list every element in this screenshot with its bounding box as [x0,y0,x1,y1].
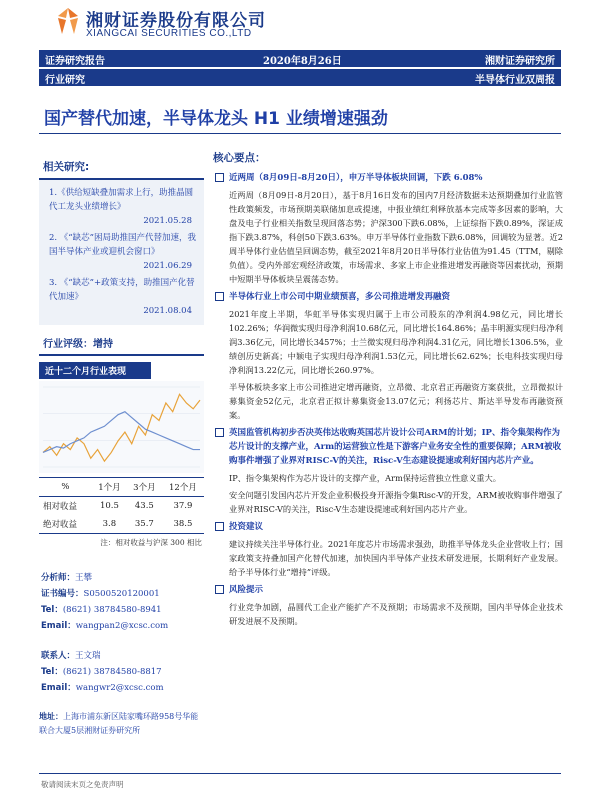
analyst-tel: (8621) 38784580-8941 [62,605,162,615]
related-item[interactable]: 3. 《“缺芯”+政策支持，助推国产化替代加速》 2021.08.04 [49,278,195,316]
section-paragraph: 近两周（8月09日-8月20日），基于8月16日发布的国内7月经济数据未达预期叠加行业监管性政策频发，市场预期美联储加息或提速，中报业绩红利释放基本完成等多因素的影响，大盘及电子行业相关指数呈现回落态势；沪深300下跌6.08%，上证综指下跌0.89%，深证成指下跌3.87%，科创50下跌3.63%。申万半导体行业指数下跌6.08%，回调较为显著。近2周半导体行业估值呈回调态势，截至2021年8月20日半导体行业估值为91.45（TTM，剔除负值）。受内外部宏观经济政策，市场需求、多家上市企业推进增发再融资等因素扰动，预期中短期半导体板块呈震荡态势。 [229,190,563,284]
section-recommendation [213,520,563,579]
title-divider [39,133,561,134]
perf-header: % [39,478,92,497]
address-block: 地址：上海市浦东新区陆家嘴环路958号华能联合大厦5层湘财证券研究所 [39,712,199,735]
related-item[interactable]: 1.《供给短缺叠加需求上行，助推晶圆代工龙头业绩增长》 2021.05.28 [49,186,196,228]
report-type: 证券研究报告 [45,56,105,67]
checkbox-bullet-icon [215,173,224,182]
chart-title: 近十二个月行业表现 [39,362,151,379]
perf-header: 1个月 [92,478,127,497]
related-item-date: 2021.08.04 [143,306,192,316]
disclaimer-link[interactable]: 敬请阅读末页之免责声明 [41,780,124,789]
section-heading: 英国监管机构初步否决英伟达收购英国芯片设计公司ARM的计划；IP、指令集架构作为芯片设计的支撑产业，Arm的运营独立性是下游客户业务安全性的重要保障；ARM被收购事件增强了业界对RISC-V的关注，Risc-V生态建设提速或利好国内芯片产业。 [213,426,563,468]
related-research-list [39,180,204,325]
checkbox-bullet-icon [215,522,224,531]
section-heading: 近两周（8月09日-8月20日），申万半导体板块回调，下跌 6.08% [213,171,563,185]
research-category: 行业研究 [45,75,85,86]
industry-rating: 行业评级：增持 [43,339,113,350]
contact-email-link[interactable]: wangwr2@xcsc.com [75,683,164,693]
table-row: 绝对收益 3.8 35.7 38.5 [39,515,204,534]
section-heading: 风险提示 [213,583,563,597]
analyst-name: 王攀 [75,573,93,583]
section-paragraph: 建议持续关注半导体行业。2021年度芯片市场需求强劲，助推半导体龙头企业营收上行；国家政策支持叠加国产化替代加速，加快国内半导体产业技术研发进展，长期利好产业发展。给予半导体行业“增持”评级。 [229,539,563,577]
key-points-title: 核心要点： [213,152,266,164]
section-heading: 半导体行业上市公司中期业绩预喜，多公司推进增发再融资 [213,290,563,304]
section-paragraph: 半导体板块多家上市公司推进定增再融资，立昂微、北京君正再融资方案获批，立昂微拟计募集资金52亿元，北京君正拟计募集资金13.07亿元；利扬芯片、斯达半导发布再融资预案。 [229,382,563,420]
section-paragraph: IP、指令集架构作为芯片设计的支撑产业，Arm保持运营独立性意义重大。 [229,473,501,483]
analyst-email-link[interactable]: wangpan2@xcsc.com [75,621,169,631]
section-paragraph: 行业竞争加剧，晶圆代工企业产能扩产不及预期；市场需求不及预期，国内半导体企业技术研发进展不及预期。 [229,602,563,626]
contact-tel: (8621) 38784580-8817 [62,667,162,677]
institute-name: 湘财证券研究所 [485,56,555,67]
checkbox-bullet-icon [215,428,224,437]
section-earnings [213,290,563,422]
header-band-bottom [39,69,561,86]
main-content [213,150,563,628]
related-item[interactable]: 2. 《“缺芯”困局助推国产代替加速，我国半导体产业或迎机会窗口》 2021.06.29 [49,233,197,271]
section-arm [213,426,563,516]
perf-header: 3个月 [127,478,162,497]
perf-table-note: 注：相对收益与沪深 300 相比 [100,538,202,547]
page-title: 国产替代加速，半导体龙头 H1 业绩增速强劲 [44,109,388,129]
checkbox-bullet-icon [215,585,224,594]
checkbox-bullet-icon [215,292,224,301]
table-row: 相对收益 10.5 43.5 37.9 [43,501,193,512]
analyst-info: 分析师：王攀 证书编号：S0500520120001 Tel：(8621) 38784580-8941 Email：wangpan2@xcsc.com 联系人：王文瑞 Tel：(8621) 38784580-8817 Email：wangwr2@xcsc.com [41,573,169,693]
sidebar [39,145,204,738]
section-risk [213,583,563,628]
page-header [0,0,600,48]
page-footer [39,773,561,789]
performance-table [39,477,204,534]
related-item-date: 2021.05.28 [143,216,192,226]
cert-number: S0500520120001 [83,589,160,599]
company-name-cn: 湘财证券股份有限公司 [86,11,266,31]
related-research-title: 相关研究: [43,161,90,173]
address-text: 上海市浦东新区陆家嘴环路958号华能联合大厦5层湘财证券研究所 [39,712,199,735]
report-date: 2020年8月26日 [263,56,342,67]
section-paragraph: 2021年度上半期，华虹半导体实现归属于上市公司股东的净利润4.98亿元，同比增长102.26%；华润微实现归母净利润10.68亿元，同比增长164.86%；晶丰明源实现归母净利润3.36亿元，同比增长3457%；士兰微实现归母净利润4.31亿元，同比增长1306.5%，业绩创历史新高；中颖电子实现归母净利润1.53亿元，同比增长62.62%；长电科技实现归母净利润13.22亿元，同比增长260.97%。 [229,309,563,375]
xiangcai-logo-icon [56,6,80,36]
perf-header: 12个月 [162,478,204,497]
report-series: 半导体行业双周报 [475,75,555,86]
section-paragraph: 安全问题引发国内芯片开发企业积极投身开源指令集Risc-V的开发，ARM被收购事件增强了业界对RISC-V的关注，Risc-V生态建设提速或利好国内芯片产业。 [229,490,563,514]
contact-name: 王文瑞 [75,651,101,661]
section-market [213,171,563,286]
related-item-date: 2021.06.29 [143,261,192,271]
section-heading: 投资建议 [213,520,563,534]
performance-chart [39,381,204,473]
performance-chart-box [39,354,204,473]
header-band-top [39,50,561,67]
company-name-en: XIANGCAI SECURITIES CO.,LTD [86,28,252,39]
